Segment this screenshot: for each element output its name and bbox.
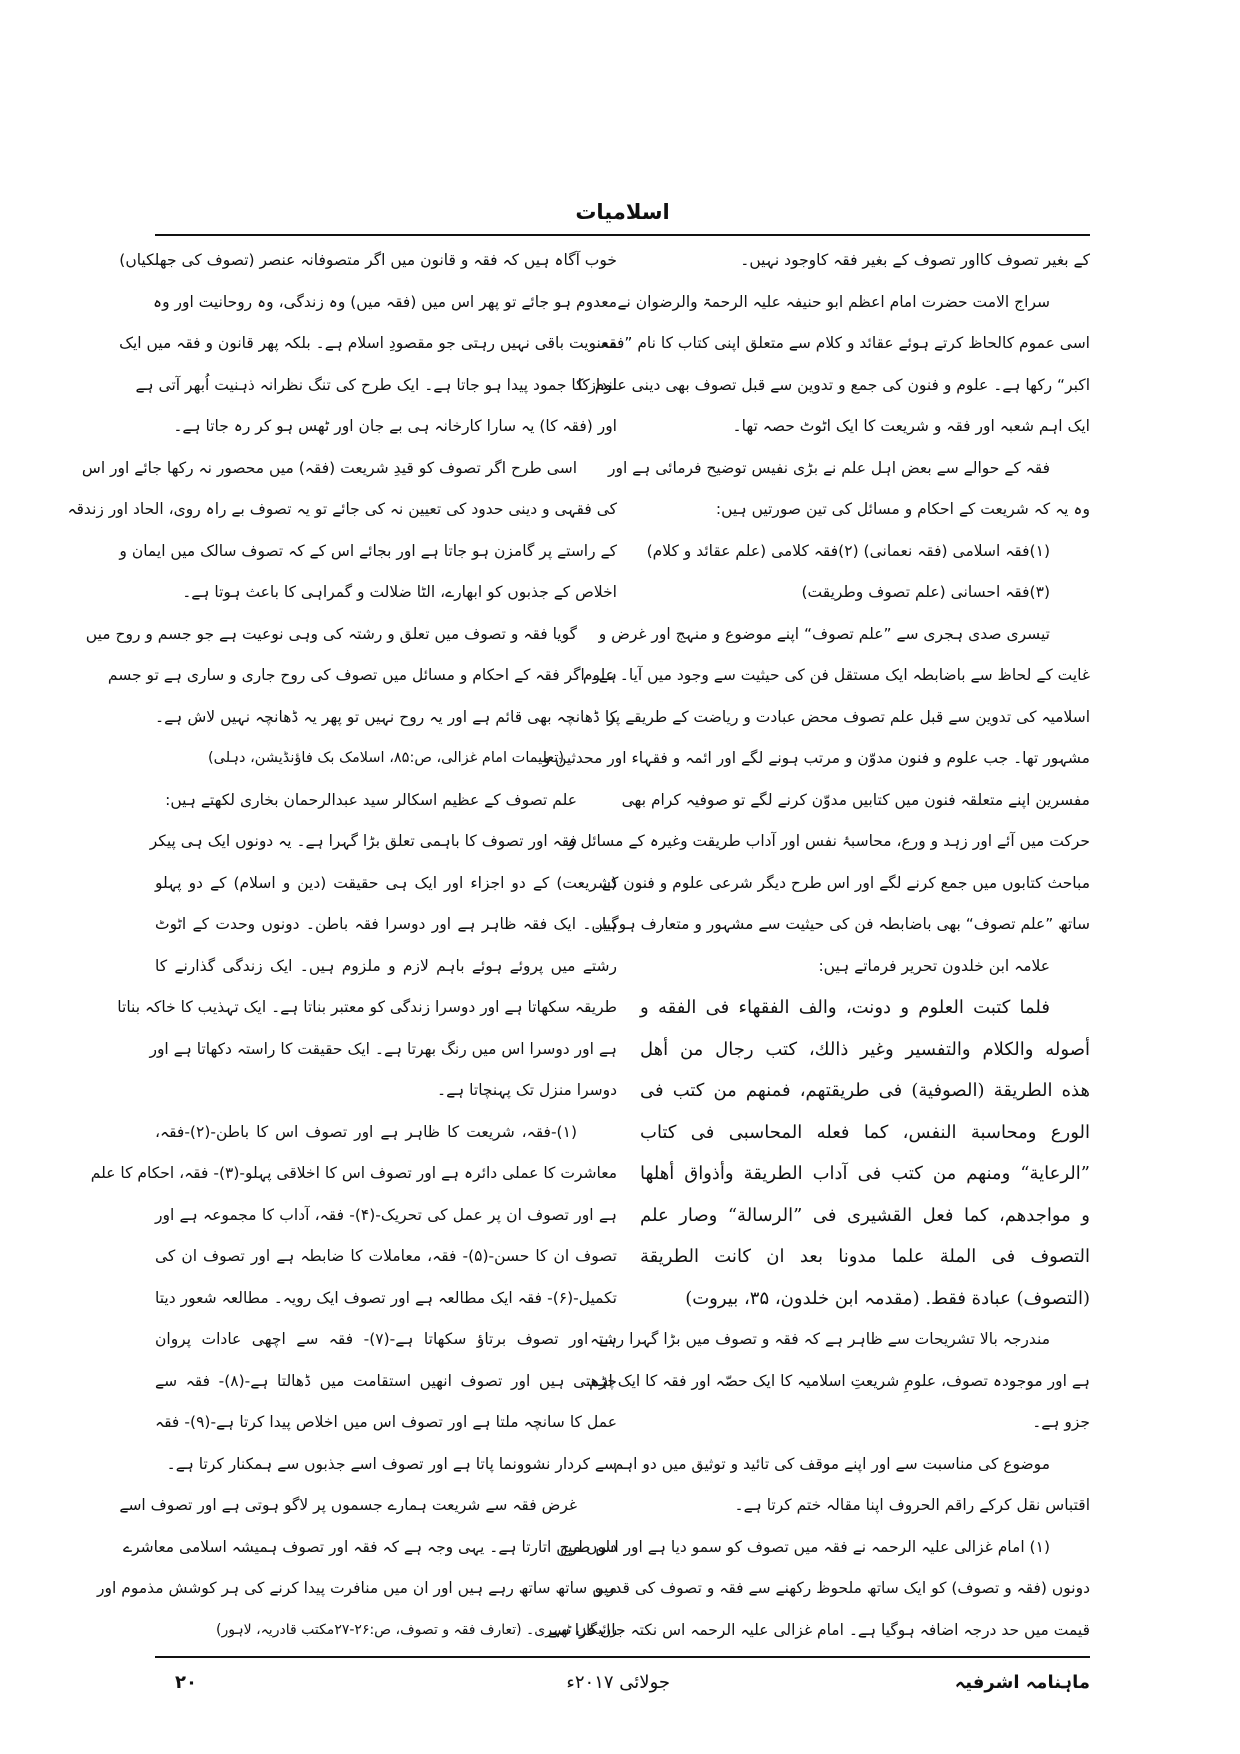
text-line: (شریعت) کے دو اجزاء اور ایک ہی حقیقت (دین و اسلام) کے دو پہلو: [155, 873, 617, 892]
text-line: مباحث کتابوں میں جمع کرنے لگے اور اس طرح دیگر شرعی علوم و فنون کے: [601, 873, 1090, 892]
text-line: (التصوف) عبادة فقط. (مقدمہ ابن خلدون، ۳۵، بیروت): [685, 1287, 1090, 1309]
text-line: ہے۔ اگر فقہ کے احکام و مسائل میں تصوف کی روح جاری و ساری ہے تو جسم: [107, 666, 617, 684]
magazine-name: ماہنامہ اشرفیہ: [954, 1672, 1090, 1693]
text-line: طریقہ سکھاتا ہے اور دوسرا زندگی کو معتبر بناتا ہے۔ ایک تہذیب کا خاکہ بناتا: [117, 998, 617, 1016]
text-line: علم تصوف کے عظیم اسکالر سید عبدالرحمان بخاری لکھتے ہیں:: [165, 790, 577, 809]
text-line: رائیگاں ٹھہری۔ (تعارف فقہ و تصوف، ص:۲۶-۲۷مکتب قادریہ، لاہور): [215, 1621, 617, 1638]
text-line: ہیں۔ ایک فقہ ظاہر ہے اور دوسرا فقہ باطن۔ دونوں وحدت کے اٹوٹ: [155, 915, 617, 933]
text-line: دوسرا منزل تک پہنچاتا ہے۔: [436, 1081, 617, 1099]
text-line: التصوف فى الملة علما مدونا بعد ان كانت الطريقة: [640, 1246, 1090, 1267]
text-line: دلوں میں اتارتا ہے۔ یہی وجہ ہے کہ فقہ اور تصوف ہمیشہ اسلامی معاشرے: [122, 1537, 617, 1556]
text-line: غایت کے لحاظ سے باضابطہ ایک مستقل فن کی حیثیت سے وجود میں آیا۔ علوم: [582, 666, 1090, 684]
text-line: فلما كتبت العلوم و دونت، والف الفقهاء فى الفقه و: [640, 997, 1050, 1018]
text-line: معدوم ہو جائے تو پھر اس میں (فقہ میں) وہ زندگی، وہ روحانیت اور وہ: [152, 292, 617, 311]
text-line: رشتے میں پروئے ہوئے باہم لازم و ملزوم ہیں۔ ایک زندگی گذارنے کا: [155, 956, 617, 975]
text-line: فقہ اور تصوف کا باہمی تعلق بڑا گہرا ہے۔ یہ دونوں ایک ہی پیکر: [149, 832, 577, 850]
text-line: (۱)-فقہ، شریعت کا ظاہر ہے اور تصوف اس کا باطن-(۲)-فقہ،: [155, 1122, 577, 1141]
text-line: کے راستے پر گامزن ہو جاتا ہے اور بجائے اس کے کہ تصوف سالک میں ایمان و: [119, 541, 617, 560]
text-line: اخلاص کے جذبوں کو ابھارے، الٹا ضلالت و گمراہی کا باعث ہوتا ہے۔: [182, 583, 617, 601]
text-line: اسی عموم کالحاظ کرتے ہوئے عقائد و کلام سے متعلق اپنی کتاب کا نام ”فقہ: [600, 334, 1090, 352]
text-line: مندرجہ بالا تشریحات سے ظاہر ہے کہ فقہ و تصوف میں بڑا گہرا رشتہ: [589, 1330, 1050, 1348]
text-line: مشہور تھا۔ جب علوم و فنون مدوّن و مرتب ہونے لگے اور ائمہ و فقہاء اور محدثین و: [542, 749, 1090, 767]
text-line: مفسرین اپنے متعلقہ فنون میں کتابیں مدوّن کرنے لگے تو صوفیہ کرام بھی: [621, 790, 1090, 809]
text-line: ایک اہم شعبہ اور فقہ و شریعت کا ایک اٹوٹ حصہ تھا۔: [732, 417, 1090, 435]
text-line: انداز کا جمود پیدا ہو جاتا ہے۔ ایک طرح کی تنگ نظرانہ ذہنیت اُبھر آتی ہے: [135, 375, 617, 394]
text-line: غرض فقہ سے شریعت ہمارے جسموں پر لاگو ہوتی ہے اور تصوف اسے: [119, 1496, 577, 1514]
text-line: کی فقہی و دینی حدود کی تعیین نہ کی جائے تو یہ تصوف بے راہ روی، الحاد اور زندقہ: [67, 500, 617, 518]
text-line: حرکت میں آئے اور زہد و ورع، محاسبۂ نفس اور آداب طریقت وغیرہ کے مسائل و: [568, 832, 1090, 850]
text-line: خوب آگاہ ہیں کہ فقہ و قانون میں اگر متصوفانہ عنصر (تصوف کی جھلکیاں): [119, 251, 617, 269]
text-line: کا ڈھانچہ بھی قائم ہے اور یہ روح نہیں تو پھر یہ ڈھانچہ نہیں لاش ہے۔: [155, 707, 617, 726]
text-line: ہے اور دوسرا اس میں رنگ بھرتا ہے۔ ایک حقیقت کا راستہ دکھاتا ہے اور: [149, 1039, 617, 1058]
text-line: الورع ومحاسبة النفس، كما فعله المحاسبى فى كتاب: [640, 1121, 1090, 1143]
text-line: فقہ کے حوالے سے بعض اہل علم نے بڑی نفیس توضیح فرمائی ہے اور: [607, 458, 1050, 477]
text-line: اور (فقہ کا) یہ سارا کارخانہ ہی بے جان اور ٹھس ہو کر رہ جاتا ہے۔: [173, 417, 617, 435]
text-line: جزو ہے۔: [1032, 1413, 1090, 1431]
text-line: سے کردار نشوونما پاتا ہے اور تصوف اسے جذبوں سے ہمکنار کرتا ہے۔: [166, 1454, 617, 1473]
text-line: اقتباس نقل کرکے راقم الحروف اپنا مقالہ ختم کرتا ہے۔: [734, 1496, 1090, 1514]
text-line: وہ یہ کہ شریعت کے احکام و مسائل کی تین صورتیں ہیں:: [715, 500, 1090, 518]
text-line: اسی طرح اگر تصوف کو قیدِ شریعت (فقہ) میں محصور نہ رکھا جائے اور اس: [81, 458, 577, 477]
text-line: (۱)فقہ اسلامی (فقہ نعمانی) (۲)فقہ کلامی (علم عقائد و کلام): [646, 541, 1050, 560]
text-line: دونوں (فقہ و تصوف) کو ایک ساتھ ملحوظ رکھنے سے فقہ و تصوف کی قدر و: [594, 1579, 1090, 1597]
text-line: معاشرت کا عملی دائرہ ہے اور تصوف اس کا اخلاقی پہلو-(۳)- فقہ، احکام کا علم: [90, 1164, 617, 1182]
text-line: چڑھتی ہیں اور تصوف انھیں استقامت میں ڈھالتا ہے-(۸)- فقہ سے: [155, 1371, 617, 1390]
page-number: ۲۰: [175, 1672, 197, 1693]
running-header: اسلامیات: [575, 200, 670, 224]
text-line: سراج الامت حضرت امام اعظم ابو حنیفہ علیہ الرحمۃ والرضوان نے: [617, 292, 1050, 311]
left-column: [67, 240, 617, 1651]
text-line: أصوله والكلام والتفسير وغير ذالك، كتب رجال من أهل: [640, 1038, 1090, 1060]
text-line: قیمت میں حد درجہ اضافہ ہوگیا ہے۔ امام غزالی علیہ الرحمہ اس نکتہ جاں فزا سے: [547, 1620, 1090, 1639]
text-line: (تعلیمات امام غزالی، ص:۸۵، اسلامک بک فاؤنڈیشن، دہلی): [207, 750, 564, 766]
issue-date: جولائی ۲۰۱۷ء: [566, 1672, 670, 1693]
text-line: ساتھ ”علم تصوف“ بھی باضابطہ فن کی حیثیت سے مشہور و متعارف ہوگیا۔: [592, 915, 1090, 933]
text-line: تصوف ان کا حسن-(۵)- فقہ، معاملات کا ضابطہ ہے اور تصوف ان کی: [155, 1247, 617, 1265]
right-column: [542, 240, 1090, 1651]
text-line: ہے اور تصوف ان پر عمل کی تحریک-(۴)- فقہ، آداب کا مجموعہ ہے اور: [155, 1205, 617, 1224]
header-divider: [155, 234, 1090, 236]
text-line: معنویت باقی نہیں رہتی جو مقصودِ اسلام ہے۔ بلکہ پھر قانون و فقہ میں ایک: [119, 334, 617, 352]
text-line: و مواجدهم، كما فعل القشيرى فى ”الرسالة“ وصار علم: [640, 1204, 1090, 1226]
text-line: میں ساتھ ساتھ رہے ہیں اور ان میں منافرت پیدا کرنے کی ہر کوشش مذموم اور: [97, 1579, 617, 1597]
footer-divider: [155, 1656, 1090, 1658]
text-line: (۱) امام غزالی علیہ الرحمہ نے فقہ میں تصوف کو سمو دیا ہے اور اس طرح: [559, 1537, 1050, 1556]
text-line: علامہ ابن خلدون تحریر فرماتے ہیں:: [818, 956, 1050, 975]
text-line: تیسری صدی ہجری سے ”علم تصوف“ اپنے موضوع و منہج اور غرض و: [598, 624, 1050, 643]
text-line: ”الرعاية“ ومنهم من كتب فى آداب الطريقة وأذواق أهلها: [640, 1163, 1090, 1184]
text-line: موضوع کی مناسبت سے اور اپنے موقف کی تائید و توثیق میں دو اہم: [613, 1454, 1050, 1473]
text-line: اسلامیہ کی تدوین سے قبل علم تصوف محض عبادت و ریاضت کے طریقے پر: [607, 707, 1090, 726]
text-line: ہے اور موجودہ تصوف، علومِ شریعتِ اسلامیہ کا ایک حصّہ اور فقہ کا ایک اہم: [589, 1371, 1090, 1390]
text-line: هذه الطريقة (الصوفية) فى طريقتهم، فمنهم من كتب فى: [640, 1080, 1090, 1101]
text-line: کے بغیر تصوف کااور تصوف کے بغیر فقہ کاوجود نہیں۔: [740, 251, 1090, 269]
text-line: گویا فقہ و تصوف میں تعلق و رشتہ کی وہی نوعیت ہے جو جسم و روح میں: [85, 624, 577, 643]
text-line: عمل کا سانچہ ملتا ہے اور تصوف اس میں اخلاص پیدا کرتا ہے-(۹)- فقہ: [155, 1413, 617, 1431]
text-line: تکمیل-(۶)- فقہ ایک مطالعہ ہے اور تصوف ایک رویہ۔ مطالعہ شعور دیتا: [155, 1288, 617, 1307]
text-line: (۳)فقہ احسانی (علم تصوف وطریقت): [801, 583, 1050, 601]
text-line: ہے اور تصوف برتاؤ سکھاتا ہے-(۷)- فقہ سے اچھی عادات پروان: [155, 1330, 617, 1348]
text-line: اکبر“ رکھا ہے۔ علوم و فنون کی جمع و تدوین سے قبل تصوف بھی دینی علوم کا: [577, 375, 1090, 394]
